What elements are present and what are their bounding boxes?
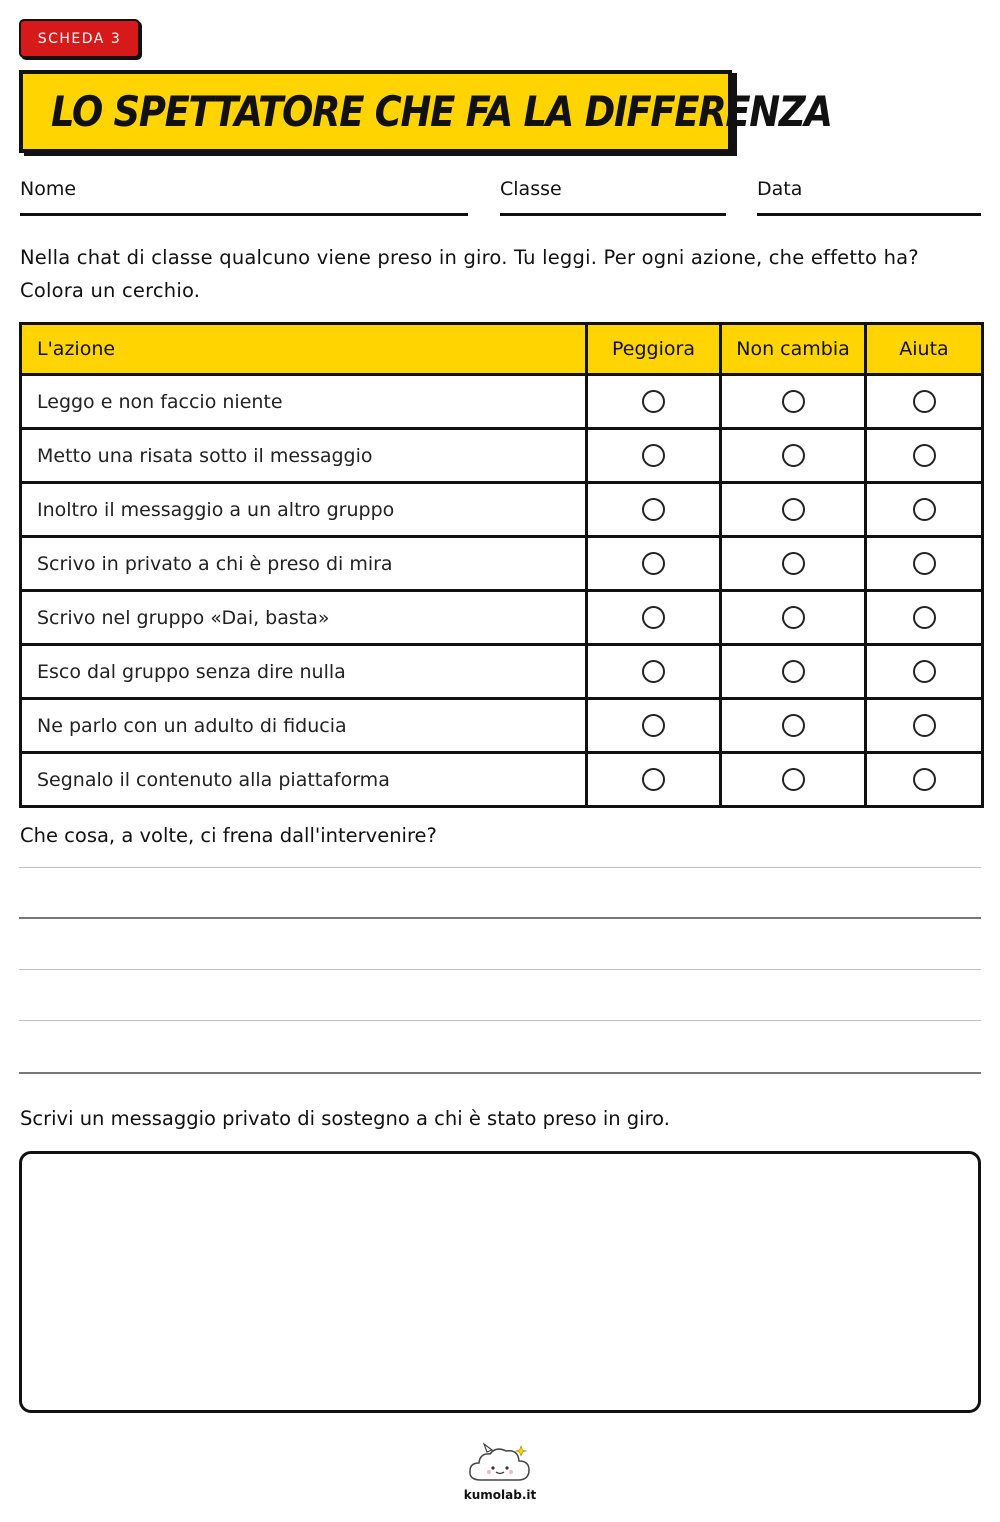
radio-circle-non-cambia[interactable] bbox=[782, 390, 805, 413]
cloud-mascot-icon bbox=[465, 1440, 535, 1486]
option-cell-peggiora bbox=[587, 483, 721, 537]
option-cell-peggiora bbox=[587, 429, 721, 483]
option-cell-non-cambia bbox=[721, 483, 866, 537]
header-peggiora: Peggiora bbox=[587, 324, 721, 375]
worksheet-badge bbox=[19, 19, 140, 58]
date-field[interactable] bbox=[757, 178, 981, 216]
class-field[interactable] bbox=[500, 178, 726, 216]
footer-logo bbox=[460, 1440, 540, 1502]
writing-line[interactable] bbox=[19, 969, 981, 970]
radio-circle-peggiora[interactable] bbox=[642, 768, 665, 791]
option-cell-peggiora bbox=[587, 699, 721, 753]
radio-circle-peggiora[interactable] bbox=[642, 552, 665, 575]
option-cell-peggiora bbox=[587, 375, 721, 429]
writing-line[interactable] bbox=[19, 867, 981, 868]
badge-label: SCHEDA 3 bbox=[37, 30, 122, 47]
action-label: Metto una risata sotto il messaggio bbox=[21, 429, 587, 483]
header-action: L'azione bbox=[21, 324, 587, 375]
logo-text: kumolab.it bbox=[463, 1488, 537, 1502]
table-row bbox=[21, 483, 983, 537]
radio-circle-aiuta[interactable] bbox=[913, 714, 936, 737]
radio-circle-non-cambia[interactable] bbox=[782, 768, 805, 791]
option-cell-aiuta bbox=[866, 645, 983, 699]
action-label: Scrivo nel gruppo «Dai, basta» bbox=[21, 591, 587, 645]
option-cell-aiuta bbox=[866, 537, 983, 591]
option-cell-peggiora bbox=[587, 753, 721, 807]
table-row bbox=[21, 375, 983, 429]
header-aiuta: Aiuta bbox=[866, 324, 983, 375]
option-cell-non-cambia bbox=[721, 645, 866, 699]
option-cell-aiuta bbox=[866, 753, 983, 807]
option-cell-peggiora bbox=[587, 537, 721, 591]
option-cell-non-cambia bbox=[721, 375, 866, 429]
option-cell-aiuta bbox=[866, 375, 983, 429]
radio-circle-aiuta[interactable] bbox=[913, 552, 936, 575]
option-cell-aiuta bbox=[866, 483, 983, 537]
option-cell-aiuta bbox=[866, 429, 983, 483]
writing-line[interactable] bbox=[19, 917, 981, 919]
table-header-row bbox=[21, 324, 983, 375]
writing-line[interactable] bbox=[19, 1020, 981, 1021]
support-message-box[interactable] bbox=[19, 1151, 981, 1413]
action-label: Scrivo in privato a chi è preso di mira bbox=[21, 537, 587, 591]
table-row bbox=[21, 591, 983, 645]
radio-circle-non-cambia[interactable] bbox=[782, 606, 805, 629]
radio-circle-aiuta[interactable] bbox=[913, 660, 936, 683]
radio-circle-peggiora[interactable] bbox=[642, 714, 665, 737]
radio-circle-aiuta[interactable] bbox=[913, 606, 936, 629]
radio-circle-non-cambia[interactable] bbox=[782, 444, 805, 467]
option-cell-non-cambia bbox=[721, 699, 866, 753]
class-label: Classe bbox=[500, 178, 562, 200]
option-cell-peggiora bbox=[587, 591, 721, 645]
radio-circle-aiuta[interactable] bbox=[913, 768, 936, 791]
option-cell-peggiora bbox=[587, 645, 721, 699]
radio-circle-aiuta[interactable] bbox=[913, 390, 936, 413]
writing-line[interactable] bbox=[19, 1072, 981, 1074]
option-cell-non-cambia bbox=[721, 591, 866, 645]
radio-circle-non-cambia[interactable] bbox=[782, 714, 805, 737]
option-cell-non-cambia bbox=[721, 753, 866, 807]
option-cell-non-cambia bbox=[721, 429, 866, 483]
radio-circle-non-cambia[interactable] bbox=[782, 498, 805, 521]
radio-circle-peggiora[interactable] bbox=[642, 444, 665, 467]
name-label: Nome bbox=[20, 178, 77, 200]
radio-circle-peggiora[interactable] bbox=[642, 390, 665, 413]
table-row bbox=[21, 429, 983, 483]
option-cell-aiuta bbox=[866, 699, 983, 753]
radio-circle-non-cambia[interactable] bbox=[782, 552, 805, 575]
action-label: Leggo e non faccio niente bbox=[21, 375, 587, 429]
table-row bbox=[21, 699, 983, 753]
question-support-message: Scrivi un messaggio privato di sostegno a chi è stato preso in giro. bbox=[20, 1107, 670, 1130]
table-row bbox=[21, 537, 983, 591]
radio-circle-non-cambia[interactable] bbox=[782, 660, 805, 683]
radio-circle-peggiora[interactable] bbox=[642, 606, 665, 629]
page-title: LO SPETTATORE CHE FA LA DIFFERENZA bbox=[51, 87, 832, 136]
table-row bbox=[21, 753, 983, 807]
action-label: Esco dal gruppo senza dire nulla bbox=[21, 645, 587, 699]
action-label: Ne parlo con un adulto di fiducia bbox=[21, 699, 587, 753]
header-non-cambia: Non cambia bbox=[721, 324, 866, 375]
option-cell-aiuta bbox=[866, 591, 983, 645]
actions-table bbox=[19, 322, 984, 808]
radio-circle-aiuta[interactable] bbox=[913, 444, 936, 467]
instructions: Nella chat di classe qualcuno viene preso in giro. Tu leggi. Per ogni azione, che effetto ha? Colora un cerchio. bbox=[20, 246, 919, 302]
question-barriers: Che cosa, a volte, ci frena dall'intervenire? bbox=[20, 824, 437, 847]
radio-circle-aiuta[interactable] bbox=[913, 498, 936, 521]
title-banner bbox=[19, 70, 832, 153]
action-label: Segnalo il contenuto alla piattaforma bbox=[21, 753, 587, 807]
option-cell-non-cambia bbox=[721, 537, 866, 591]
radio-circle-peggiora[interactable] bbox=[642, 660, 665, 683]
radio-circle-peggiora[interactable] bbox=[642, 498, 665, 521]
date-label: Data bbox=[757, 178, 803, 200]
table-row bbox=[21, 645, 983, 699]
action-label: Inoltro il messaggio a un altro gruppo bbox=[21, 483, 587, 537]
name-field[interactable] bbox=[20, 178, 468, 216]
